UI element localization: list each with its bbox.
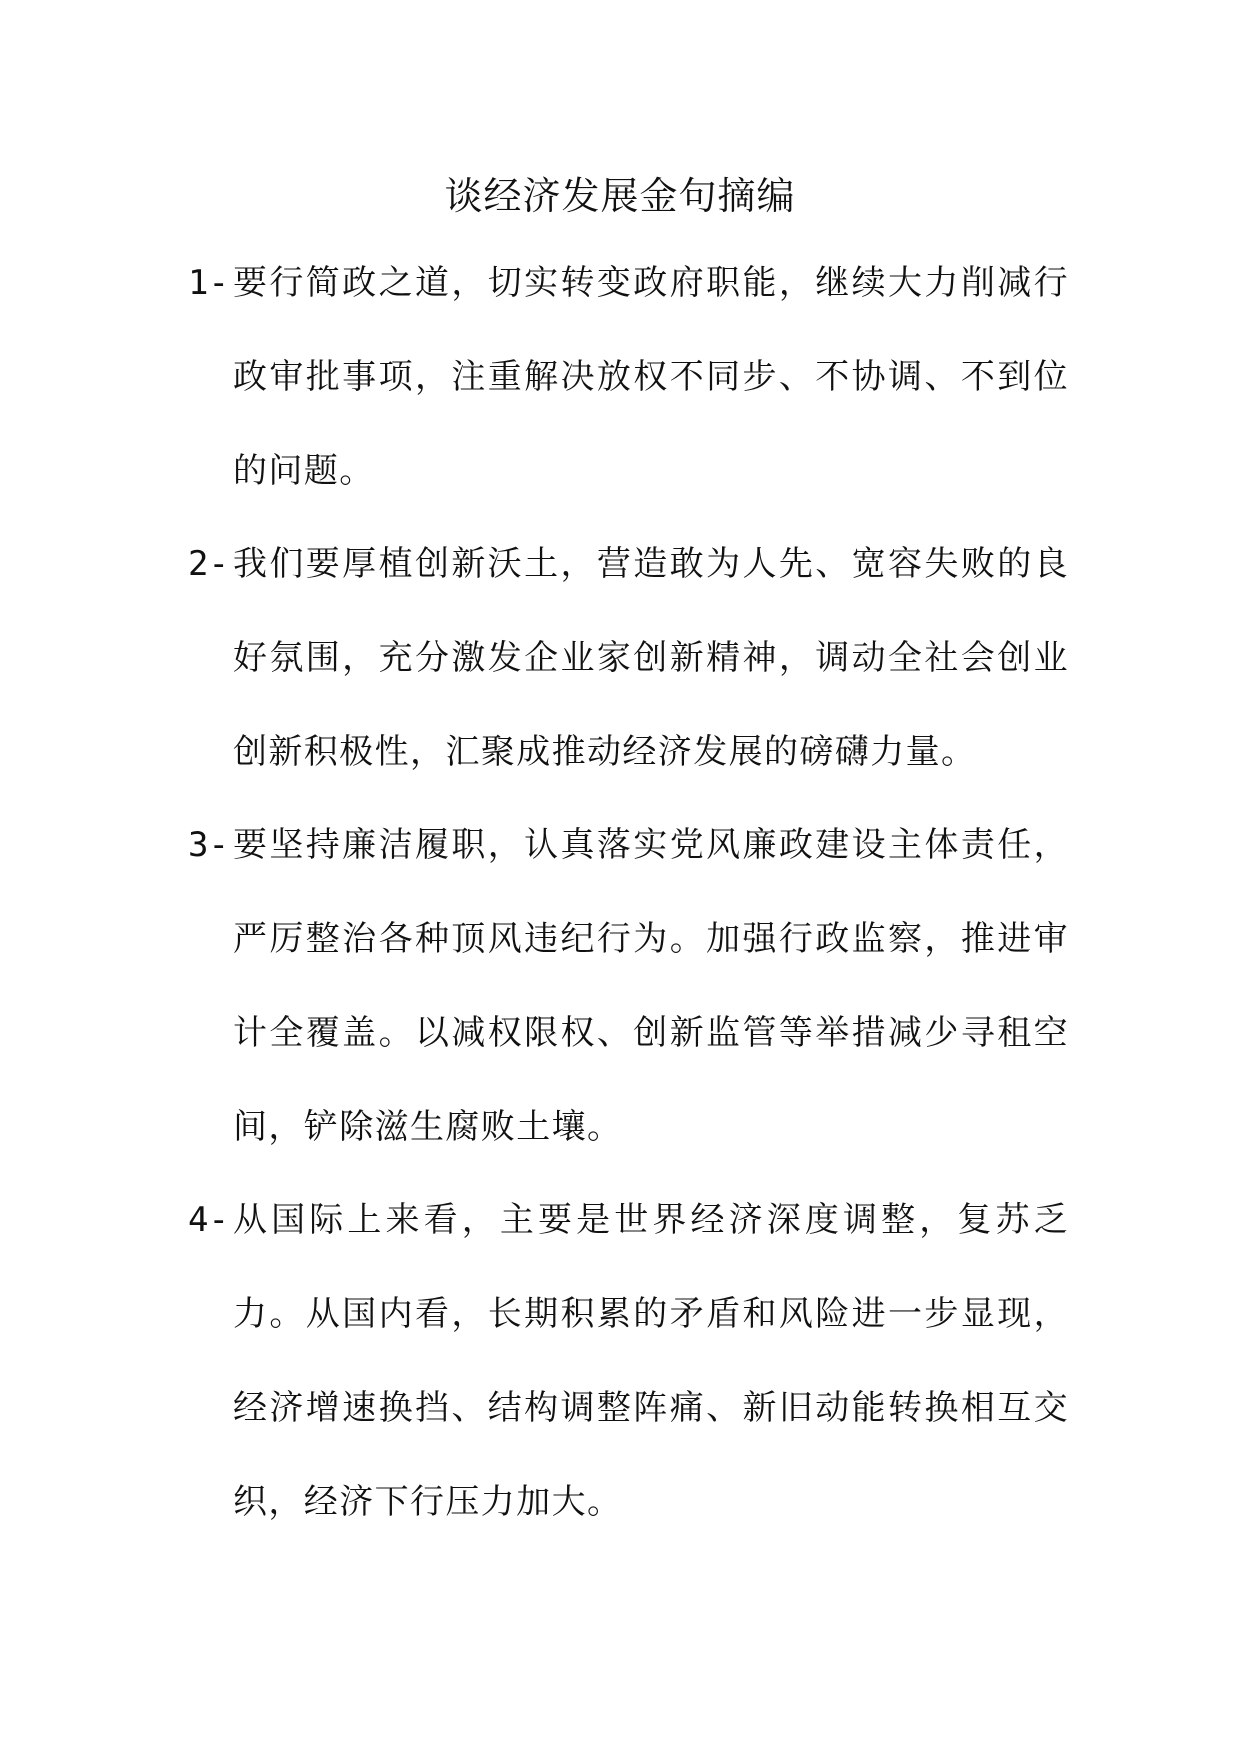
item-text: 从国际上来看，主要是世界经济深度调整，复苏乏力。从国内看，长期积累的矛盾和风险进一步显现，经济增速换挡、结构调整阵痛、新旧动能转换相互交织，经济下行压力加大。 [233, 1200, 1069, 1522]
document-title: 谈经济发展金句摘编 [444, 174, 796, 218]
item-number: 2- [188, 544, 229, 584]
item-text: 要行简政之道，切实转变政府职能，继续大力削减行政审批事项，注重解决放权不同步、不协调、不到位的问题。 [233, 263, 1069, 491]
item-number: 4- [188, 1200, 229, 1240]
item-text: 我们要厚植创新沃土，营造敢为人先、宽容失败的良好氛围，充分激发企业家创新精神，调动全社会创业创新积极性，汇聚成推动经济发展的磅礴力量。 [233, 544, 1069, 772]
item-text: 要坚持廉洁履职，认真落实党风廉政建设主体责任，严厉整治各种顶风违纪行为。加强行政监察，推进审计全覆盖。以减权限权、创新监管等举措减少寻租空间，铲除滋生腐败土壤。 [233, 825, 1069, 1147]
item-number: 1- [188, 263, 229, 303]
item-number: 3- [188, 825, 229, 865]
